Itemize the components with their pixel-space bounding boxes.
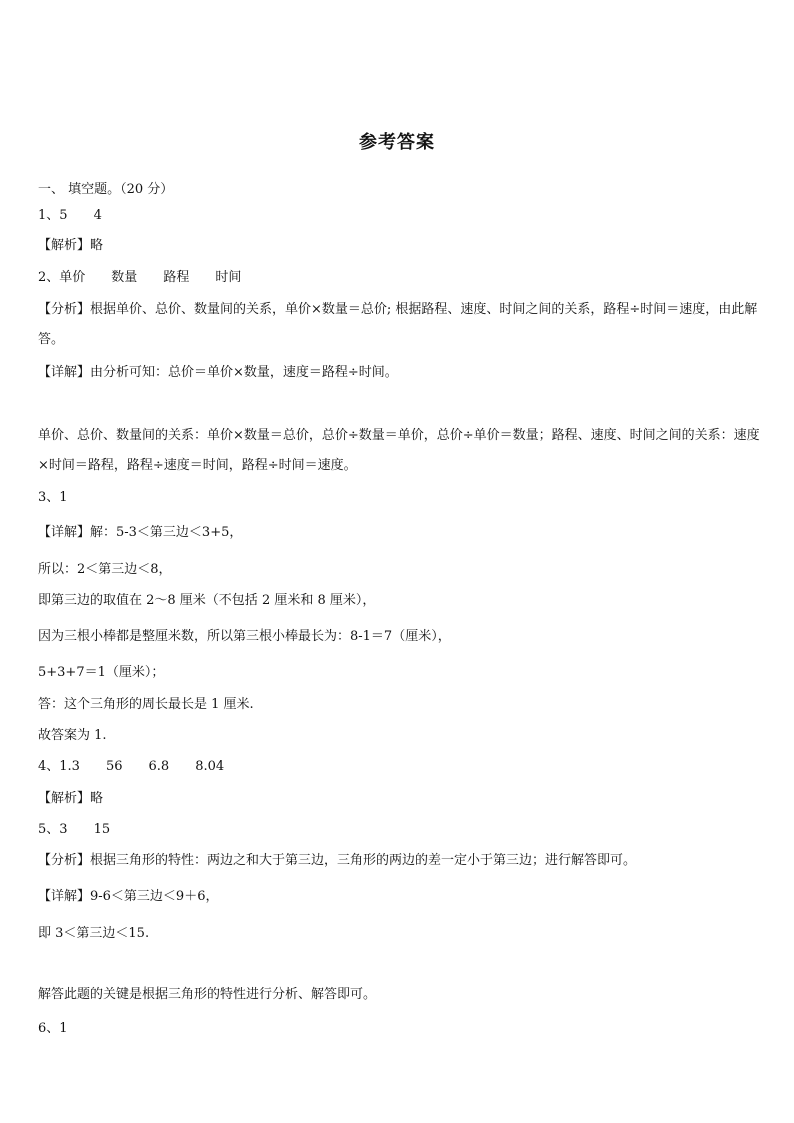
q4-analysis: 【解析】略	[38, 791, 104, 806]
q1-answer	[38, 207, 762, 225]
q5-summary: 解答此题的关键是根据三角形的特性进行分析、解答即可。	[38, 987, 377, 1002]
q5-xiangjie: 【详解】9-6＜第三边＜9＋6，	[38, 889, 219, 904]
q3-step-4: 因为三根小棒都是整厘米数，所以第三根小棒最长为：8-1＝7（厘米），	[38, 629, 451, 644]
q3-step-7: 故答案为 1.	[38, 728, 107, 743]
q5-number: 5、	[38, 822, 60, 837]
q1-analysis: 【解析】略	[38, 238, 104, 253]
q2-fenxi: 【分析】根据单价、总价、数量间的关系，单价×数量＝总价; 根据路程、速度、时间之间的关系，路程÷时间＝速度，由此解答。	[38, 302, 758, 347]
q2-blank-1: 单价	[59, 270, 86, 285]
q5-fenxi: 【分析】根据三角形的特性：两边之和大于第三边，三角形的两边的差一定小于第三边；进行解答即可。	[38, 853, 637, 868]
page-title: 参考答案	[359, 132, 435, 153]
q4-blank-2: 56	[105, 759, 123, 774]
section-heading: 一、 填空题。（20 分）	[38, 182, 174, 197]
q4-blank-1: 1.3	[59, 759, 80, 774]
q1-number: 1、	[38, 208, 60, 223]
q3-step-3: 即第三边的取值在 2～8 厘米（不包括 2 厘米和 8 厘米），	[38, 593, 376, 608]
q5-answer	[38, 821, 762, 839]
q4-blank-3: 6.8	[148, 759, 170, 774]
q6-answer: 6、1	[38, 1021, 68, 1036]
q2-summary: 单价、总价、数量间的关系：单价×数量＝总价，总价÷数量＝单价，总价÷单价＝数量；路程、速度、时间之间的关系：速度×时间＝路程，路程÷速度＝时间，路程÷时间＝速度。	[38, 428, 760, 473]
q2-answer	[38, 269, 762, 287]
q3-step-5: 5+3+7＝1（厘米）；	[38, 665, 165, 680]
q2-number: 2、	[38, 270, 60, 285]
q2-blank-4: 时间	[215, 270, 242, 285]
q4-answer	[38, 758, 762, 776]
q2-xiangjie: 【详解】由分析可知：总价＝单价×数量，速度＝路程÷时间。	[38, 365, 398, 380]
q5-blank-2: 15	[93, 822, 111, 837]
q1-blank-2: 4	[93, 208, 102, 223]
q2-blank-2: 数量	[111, 270, 138, 285]
q3-step-2: 所以：2＜第三边＜8，	[38, 562, 172, 577]
q2-blank-3: 路程	[163, 270, 190, 285]
q4-blank-4: 8.04	[195, 759, 225, 774]
q3-step-1: 【详解】解：5-3＜第三边＜3+5，	[38, 525, 243, 540]
q4-number: 4、	[38, 759, 60, 774]
q5-step-2: 即 3＜第三边＜15.	[38, 926, 150, 941]
q3-answer: 3、1	[38, 490, 68, 505]
q1-blank-1: 5	[59, 208, 68, 223]
q5-blank-1: 3	[59, 822, 68, 837]
q3-step-6: 答：这个三角形的周长最长是 1 厘米.	[38, 697, 254, 712]
